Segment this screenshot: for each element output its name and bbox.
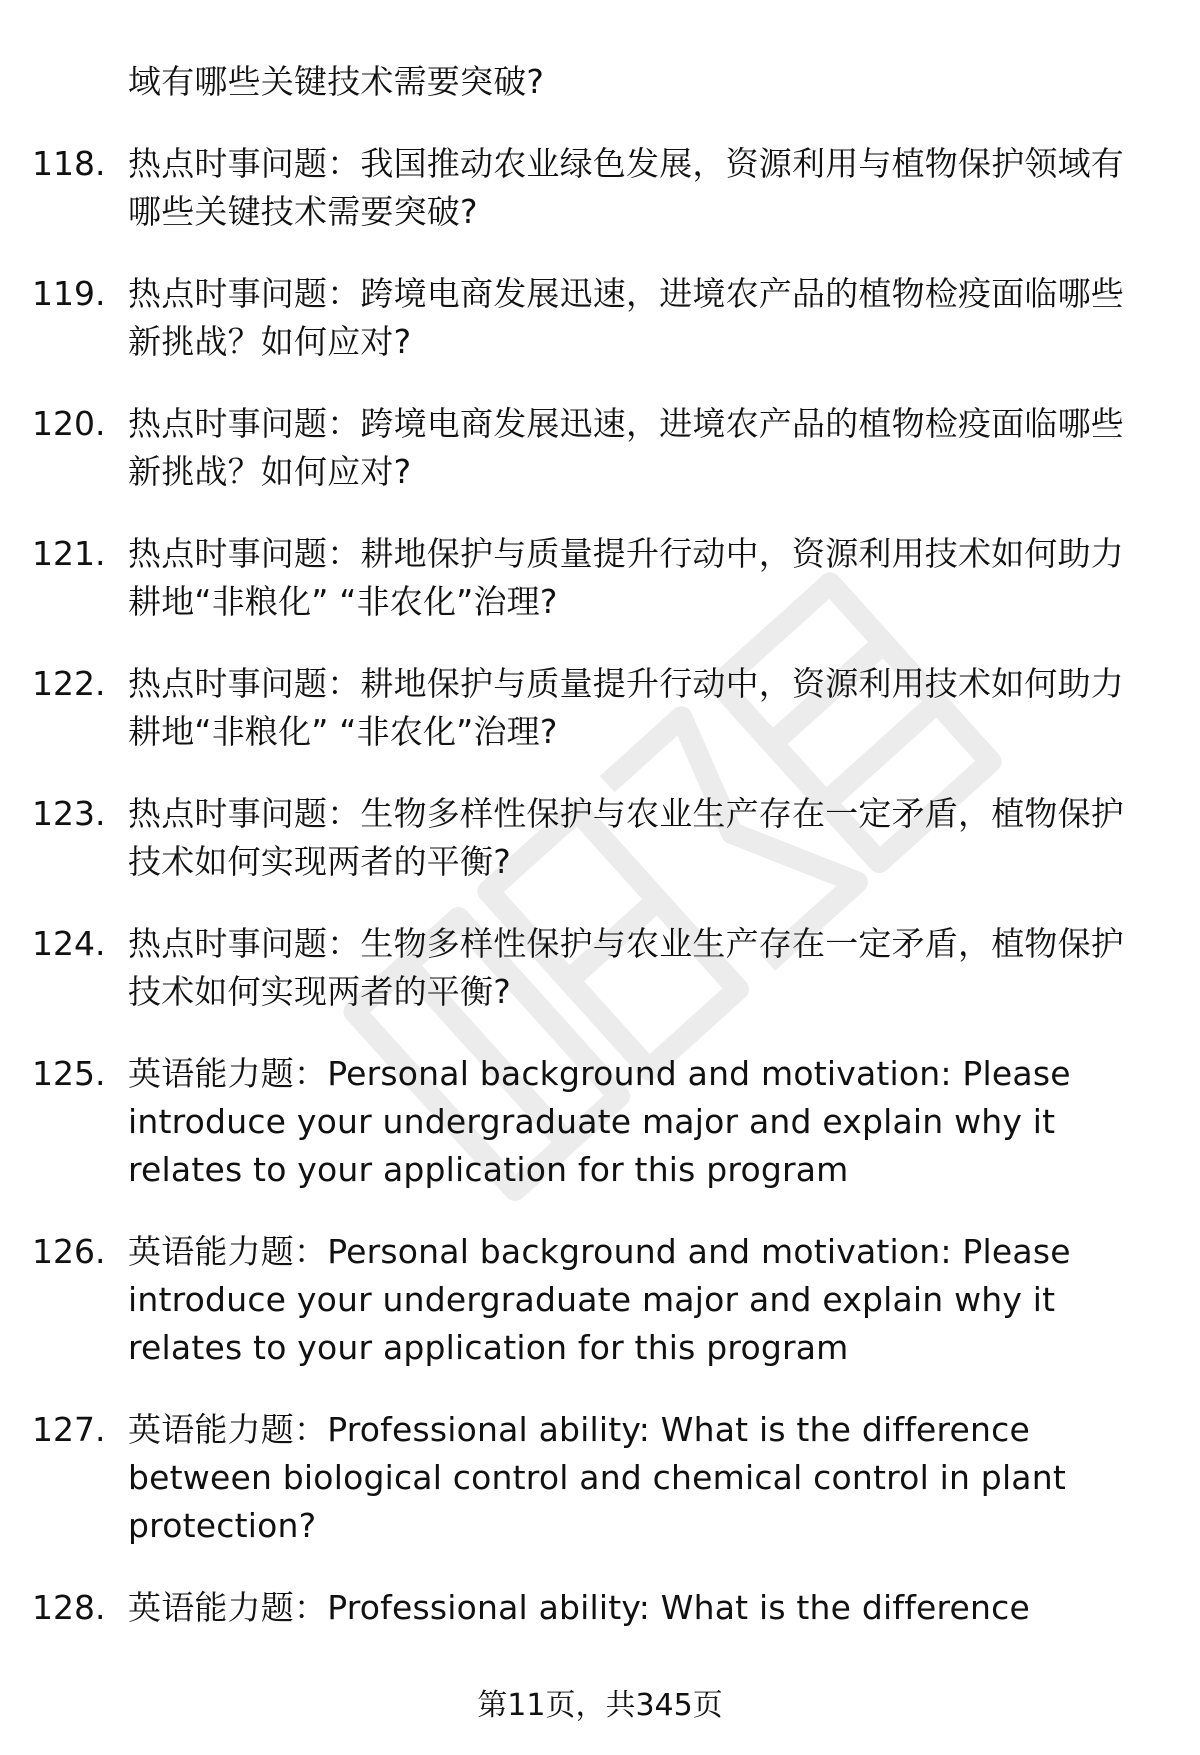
question-number: 119. <box>32 274 106 313</box>
question-text: 热点时事问题：耕地保护与质量提升行动中，资源利用技术如何助力耕地“非粮化” “非农化”治理? <box>128 534 1124 621</box>
list-item <box>32 660 1142 756</box>
list-item <box>32 1228 1142 1372</box>
question-text: 英语能力题：Personal background and motivation: Please introduce your undergraduate major and explain why it relates to your application for this program <box>128 1054 1071 1189</box>
question-text: 热点时事问题：生物多样性保护与农业生产存在一定矛盾，植物保护技术如何实现两者的平衡? <box>128 794 1124 881</box>
list-item <box>32 270 1142 366</box>
question-list <box>32 58 1142 1666</box>
list-item <box>32 1406 1142 1550</box>
list-item-continuation <box>32 58 1142 106</box>
question-number: 120. <box>32 404 106 443</box>
question-text: 英语能力题：Personal background and motivation: Please introduce your undergraduate major and explain why it relates to your application for this program <box>128 1232 1071 1367</box>
list-item <box>32 140 1142 236</box>
list-item <box>32 530 1142 626</box>
list-item <box>32 790 1142 886</box>
question-number: 122. <box>32 664 106 703</box>
question-number: 126. <box>32 1232 106 1271</box>
question-number: 128. <box>32 1588 106 1627</box>
question-text: 热点时事问题：耕地保护与质量提升行动中，资源利用技术如何助力耕地“非粮化” “非农化”治理? <box>128 664 1124 751</box>
question-number: 125. <box>32 1054 106 1093</box>
question-text: 热点时事问题：生物多样性保护与农业生产存在一定矛盾，植物保护技术如何实现两者的平衡? <box>128 924 1124 1011</box>
question-number: 118. <box>32 144 106 183</box>
list-item <box>32 400 1142 496</box>
question-number: 123. <box>32 794 106 833</box>
question-text: 热点时事问题：跨境电商发展迅速，进境农产品的植物检疫面临哪些新挑战？如何应对? <box>128 274 1124 361</box>
page-footer: 第11页，共345页 <box>477 1688 723 1723</box>
question-number: 121. <box>32 534 106 573</box>
question-text: 热点时事问题：我国推动农业绿色发展，资源利用与植物保护领域有哪些关键技术需要突破? <box>128 144 1124 231</box>
question-number: 124. <box>32 924 106 963</box>
question-text: 英语能力题：Professional ability: What is the difference between biological control and chemical control in plant protection? <box>128 1410 1066 1545</box>
list-item <box>32 1050 1142 1194</box>
list-item <box>32 1584 1142 1632</box>
question-text: 英语能力题：Professional ability: What is the difference <box>128 1588 1031 1627</box>
question-text: 热点时事问题：跨境电商发展迅速，进境农产品的植物检疫面临哪些新挑战？如何应对? <box>128 404 1124 491</box>
list-item <box>32 920 1142 1016</box>
question-number: 127. <box>32 1410 106 1449</box>
question-text-continuation: 域有哪些关键技术需要突破? <box>128 62 545 101</box>
